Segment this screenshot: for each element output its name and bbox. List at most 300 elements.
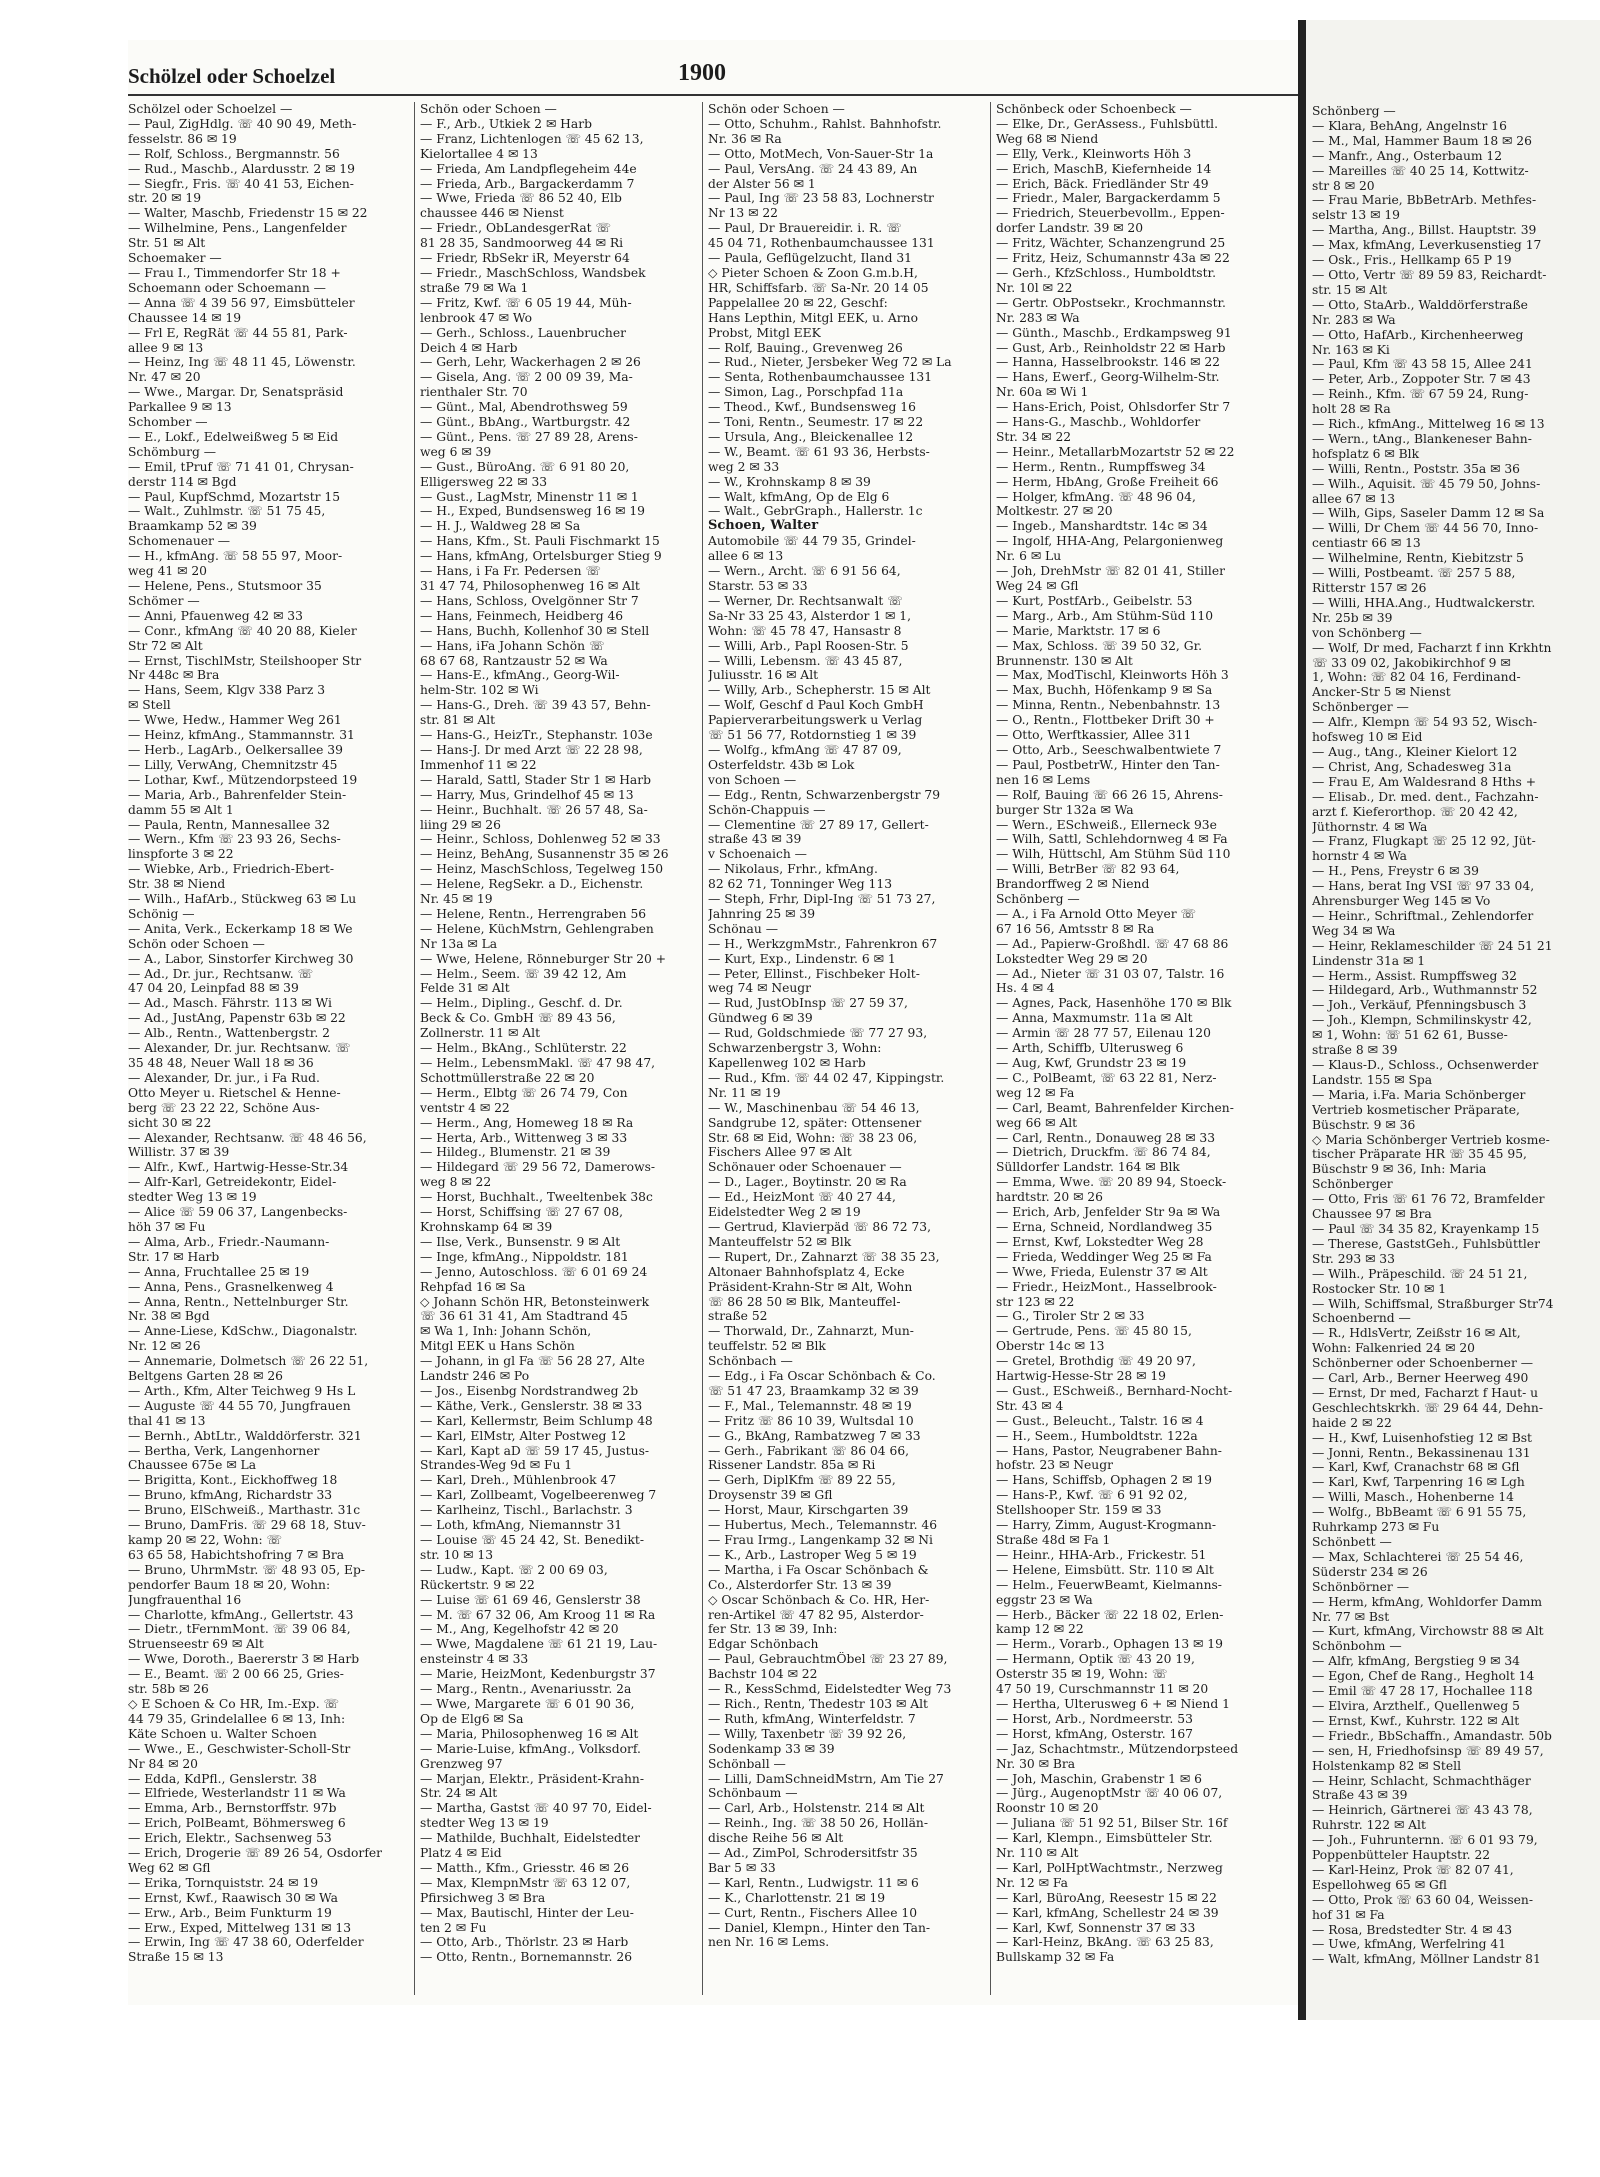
directory-entry-line: ◇ Oscar Schönbach & Co. HR, Her- — [708, 1592, 930, 1607]
directory-entry-line: — sen, H, Friedhofsinsp ☏ 89 49 57, — [1312, 1743, 1544, 1758]
directory-entry-line: — F., Mal., Telemannstr. 48 ✉ 19 — [708, 1398, 912, 1413]
directory-entry-line: — H., Kwf, Luisenhofstieg 12 ✉ Bst — [1312, 1430, 1532, 1445]
directory-entry-line: — Horst, Buchhalt., Tweeltenbek 38c — [420, 1190, 653, 1205]
directory-entry-line: Süderstr 234 ✉ 26 — [1312, 1564, 1428, 1579]
directory-entry-line: — Günt., BbAng., Wartburgstr. 42 — [420, 415, 631, 430]
directory-entry-line: — Hildegard, Arb., Wuthmannstr 52 — [1312, 983, 1538, 998]
directory-entry-line: — Marg., Rentn., Avenariusstr. 2a — [420, 1682, 632, 1697]
directory-entry-line: — Hermann, Optik ☏ 43 20 19, — [996, 1652, 1195, 1667]
directory-entry-line: allee 67 ✉ 13 — [1312, 491, 1396, 506]
directory-entry-line: — Franz, Flugkapt ☏ 25 12 92, Jüt- — [1312, 834, 1536, 849]
directory-entry-line: — Ernst, TischlMstr, Steilshooper Str — [128, 653, 362, 668]
directory-entry-line: Manteuffelstr 52 ✉ Blk — [708, 1234, 852, 1249]
directory-entry-line: — Joh., Verkäuf, Pfenningsbusch 3 — [1312, 998, 1527, 1013]
directory-entry-line: Starstr. 53 ✉ 33 — [708, 579, 808, 593]
directory-entry-line: — Inge, kfmAng., Nippoldstr. 181 — [420, 1249, 629, 1264]
directory-entry-line: — Otto, Prok ☏ 63 60 04, Weissen- — [1312, 1892, 1533, 1907]
directory-entry-line: Nr. 12 ✉ Fa — [996, 1875, 1068, 1890]
directory-entry-line: — Ad., Dr. jur., Rechtsanw. ☏ — [128, 966, 313, 981]
directory-entry-line: — Rud., Nieter, Jersbeker Weg 72 ✉ La — [708, 355, 952, 370]
directory-entry-line: — Paul ☏ 34 35 82, Krayenkamp 15 — [1312, 1221, 1540, 1236]
directory-entry-line: — Horst, Schiffsing ☏ 27 67 08, — [420, 1205, 624, 1220]
directory-entry-line: str 123 ✉ 22 — [996, 1294, 1075, 1309]
directory-entry-line: — Uwe, kfmAng, Werfelring 41 — [1312, 1937, 1507, 1952]
directory-entry-line: — Curt, Rentn., Fischers Allee 10 — [708, 1905, 918, 1920]
directory-entry-line: — Dietr., tFernmMont. ☏ 39 06 84, — [128, 1622, 351, 1637]
directory-entry-line: — Hans, Buchh, Kollenhof 30 ✉ Stell — [420, 623, 650, 638]
directory-entry-line: Schottmüllerstraße 22 ✉ 20 — [420, 1070, 595, 1085]
directory-entry-line: — Lilli, DamSchneidMstrn, Am Tie 27 — [708, 1771, 944, 1786]
directory-entry-line: Wohn: Falkenried 24 ✉ 20 — [1312, 1341, 1475, 1356]
directory-entry-line: hardtstr. 20 ✉ 26 — [996, 1190, 1103, 1205]
directory-entry-line: — Walt, kfmAng, Op de Elg 6 — [708, 489, 890, 504]
directory-entry-line: — Frau E, Am Waldesrand 8 Hths + — [1312, 774, 1537, 789]
directory-entry-line: fesselstr. 86 ✉ 19 — [128, 131, 237, 146]
directory-entry-line: — Helene, Rentn., Herrengraben 56 — [420, 906, 647, 921]
directory-entry-line: — Paul, Ing ☏ 23 58 83, Lochnerstr — [708, 191, 934, 206]
directory-entry-line: — Heinr., HHA-Arb., Frickestr. 51 — [996, 1547, 1207, 1562]
directory-entry-line: Gündweg 6 ✉ 39 — [708, 1011, 813, 1026]
directory-entry-line: — Rolf, Bauing., Grevenweg 26 — [708, 340, 903, 355]
directory-entry-line: — Karl, Kwf, Cranachstr 68 ✉ Gfl — [1312, 1460, 1520, 1475]
directory-entry-line: — Alfr, kfmAng, Bergstieg 9 ✉ 34 — [1312, 1654, 1520, 1669]
directory-entry-line: — Paul, ZigHdlg. ☏ 40 90 49, Meth- — [128, 116, 357, 131]
directory-entry-line: ☏ 51 47 23, Braamkamp 32 ✉ 39 — [708, 1383, 919, 1398]
directory-entry-line: Schönberg — — [1312, 104, 1396, 118]
directory-entry-line: Wohn: ☏ 45 78 47, Hansastr 8 — [708, 623, 902, 638]
directory-entry-line: str. 58b ✉ 26 — [128, 1682, 209, 1697]
directory-entry-line: Str. 17 ✉ Harb — [128, 1249, 220, 1264]
directory-entry-line: Ahrensburger Weg 145 ✉ Vo — [1312, 894, 1491, 909]
directory-entry-line: Braamkamp 52 ✉ 39 — [128, 519, 257, 534]
directory-entry-line: — Hubertus, Mech., Telemannstr. 46 — [708, 1518, 938, 1533]
directory-entry-line: — Heinr, Schlacht, Schmachthäger — [1312, 1773, 1531, 1788]
directory-entry-line: — Ernst, Dr med, Facharzt f Haut- u — [1312, 1385, 1539, 1400]
directory-entry-line: — Max, kfmAng, Leverkusenstieg 17 — [1312, 238, 1542, 253]
directory-entry-line: — Therese, GaststGeh., Fuhlsbüttler — [1312, 1236, 1540, 1251]
directory-entry-line: weg 8 ✉ 22 — [420, 1175, 492, 1190]
directory-entry-line: — Steph, Frhr, Dipl-Ing ☏ 51 73 27, — [708, 892, 936, 907]
directory-entry-line: — Marie, Marktstr. 17 ✉ 6 — [996, 623, 1161, 638]
directory-entry-line: — Hertha, Ulterusweg 6 + ✉ Niend 1 — [996, 1696, 1230, 1711]
directory-entry-line: — Marg., Arb., Am Stühm-Süd 110 — [996, 608, 1214, 623]
directory-entry-line: — Helm., BkAng., Schlüterstr. 22 — [420, 1041, 627, 1056]
directory-entry-line: — Gust., ESchweiß., Bernhard-Nocht- — [996, 1383, 1233, 1398]
directory-entry-line: Rostocker Str. 10 ✉ 1 — [1312, 1281, 1447, 1296]
directory-entry-line: Eidelstedter Weg 2 ✉ 19 — [708, 1205, 861, 1220]
directory-entry-line: — Werner, Dr. Rechtsanwalt ☏ — [708, 593, 903, 608]
directory-entry-line: Espellohweg 65 ✉ Gfl — [1312, 1877, 1448, 1892]
directory-entry-line: von Schoen — — [708, 772, 797, 787]
directory-entry-line: — Wilh, Sattl, Schlehdornweg 4 ✉ Fa — [996, 832, 1228, 847]
directory-entry-line: — Friedr., BbSchaffn., Amandastr. 50b — [1312, 1728, 1552, 1743]
directory-entry-line: ◇ E Schoen & Co HR, Im.-Exp. ☏ — [128, 1696, 339, 1711]
directory-entry-line: — Anne-Liese, KdSchw., Diagonalstr. — [128, 1324, 358, 1339]
directory-entry-line: haide 2 ✉ 22 — [1312, 1415, 1392, 1430]
directory-entry-line: — Rosa, Bredstedter Str. 4 ✉ 43 — [1312, 1922, 1513, 1937]
directory-entry-line: — Gertr. ObPostsekr., Krochmannstr. — [996, 295, 1226, 310]
directory-entry-line: dische Reihe 56 ✉ Alt — [708, 1831, 844, 1846]
directory-entry-line: — Manfr., Ang., Osterbaum 12 — [1312, 148, 1503, 163]
directory-entry-line: — Clementine ☏ 27 89 17, Gellert- — [708, 817, 929, 832]
directory-entry-line: — Rolf, Schloss., Bergmannstr. 56 — [128, 146, 340, 161]
directory-entry-line: Bullskamp 32 ✉ Fa — [996, 1950, 1115, 1965]
directory-entry-line: — Otto, Werftkassier, Allee 311 — [996, 728, 1192, 743]
directory-entry-line: — Gerh., Schloss., Lauenbrucher — [420, 325, 626, 340]
directory-entry-line: — Karl, Dreh., Mühlenbrook 47 — [420, 1473, 617, 1488]
directory-entry-line: — Reinh., Kfm. ☏ 67 59 24, Rung- — [1312, 387, 1529, 402]
directory-entry-line: — Elvira, Arzthelf., Quellenweg 5 — [1312, 1698, 1520, 1713]
directory-entry-line: ◇ Johann Schön HR, Betonsteinwerk — [420, 1294, 650, 1309]
directory-entry-line: Schönbett — — [1312, 1535, 1392, 1549]
directory-entry-line: Schönbeck oder Schoenbeck — — [996, 102, 1192, 116]
directory-entry-line: — Wwe., Margar. Dr, Senatspräsid — [128, 385, 344, 400]
directory-entry-line: Schönbohm — — [1312, 1639, 1402, 1654]
directory-entry-line: — Max, Schloss. ☏ 39 50 32, Gr. — [996, 638, 1203, 653]
directory-entry-line: Nr. 47 ✉ 20 — [128, 370, 201, 385]
directory-entry-line: — Otto, Fris ☏ 61 76 72, Bramfelder — [1312, 1192, 1545, 1207]
directory-entry-line: — Elke, Dr., GerAssess., Fuhlsbüttl. — [996, 116, 1219, 131]
directory-entry-line: — Walt., Zuhlmstr. ☏ 51 75 45, — [128, 504, 326, 519]
directory-entry-line: — Marie, HeizMont, Kedenburgstr 37 — [420, 1667, 656, 1682]
directory-entry-line: Schoemaker — — [128, 251, 222, 266]
directory-entry-line: Strandes-Weg 9d ✉ Fu 1 — [420, 1458, 573, 1473]
directory-entry-line: Rückertstr. 9 ✉ 22 — [420, 1577, 535, 1592]
directory-entry-line: — H. J., Waldweg 28 ✉ Sa — [420, 519, 581, 534]
directory-entry-line: — Wwe., E., Geschwister-Scholl-Str — [128, 1741, 351, 1756]
directory-entry-line: — Bertha, Verk, Langenhorner — [128, 1443, 320, 1458]
directory-entry-line: — Heinr., MetallarbMozartstr 52 ✉ 22 — [996, 444, 1235, 459]
directory-entry-line: — Emma, Arb., Bernstorffstr. 97b — [128, 1801, 337, 1816]
directory-entry-line: Str. 51 ✉ Alt — [128, 236, 206, 251]
directory-entry-line: arzt f. Kieferorthop. ☏ 20 42 42, — [1312, 804, 1518, 819]
directory-entry-line: — Alfr-Karl, Getreidekontr, Eidel- — [128, 1175, 337, 1190]
directory-entry-line: hofstr. 23 ✉ Neugr — [996, 1458, 1113, 1473]
directory-entry-line: — Ernst, Kwf., Kuhrstr. 122 ✉ Alt — [1312, 1713, 1520, 1728]
directory-entry-line: ☏ 86 28 50 ✉ Blk, Manteuffel- — [708, 1294, 901, 1309]
directory-entry-line: — Hildegard ☏ 29 56 72, Damerows- — [420, 1160, 656, 1175]
directory-entry-line: — Karl, Kapt aD ☏ 59 17 45, Justus- — [420, 1443, 650, 1458]
directory-entry-line: weg 2 ✉ 33 — [708, 459, 780, 474]
directory-entry-line: — Karl-Heinz, BkAng. ☏ 63 25 83, — [996, 1935, 1214, 1950]
directory-entry-line: Otto Meyer u. Rietschel & Henne- — [128, 1085, 341, 1100]
directory-entry-line: ☏ 51 56 77, Rotdornstieg 1 ✉ 39 — [708, 728, 917, 743]
directory-entry-line: — Erwin, Ing ☏ 47 38 60, Oderfelder — [128, 1935, 364, 1950]
directory-entry-line: — Otto, MotMech, Von-Sauer-Str 1a — [708, 146, 934, 161]
directory-entry-line: — Franz, Lichtenlogen ☏ 45 62 13, — [420, 131, 644, 146]
directory-entry-line: — Ursula, Ang., Bleickenallee 12 — [708, 429, 914, 444]
directory-entry-line: — Siegfr., Fris. ☏ 40 41 53, Eichen- — [128, 176, 354, 191]
directory-entry-line: — Heinr, Reklameschilder ☏ 24 51 21 — [1312, 938, 1553, 953]
directory-entry-line: Poppenbütteler Hauptstr. 22 — [1312, 1848, 1491, 1863]
directory-entry-line: Brunnenstr. 130 ✉ Alt — [996, 653, 1133, 668]
directory-entry-line: — Theod., Kwf., Bundsensweg 16 — [708, 400, 916, 415]
directory-entry-line: — E., Lokf., Edelweißweg 5 ✉ Eid — [128, 429, 339, 444]
directory-entry-line: — Helm., LebensmMakl. ☏ 47 98 47, — [420, 1056, 656, 1070]
directory-entry-line: Schomenauer — — [128, 534, 231, 549]
directory-entry-line: stedter Weg 13 ✉ 19 — [420, 1816, 549, 1831]
directory-entry-line: Nr. 77 ✉ Bst — [1312, 1609, 1390, 1624]
directory-entry-line: Papierverarbeitungswerk u Verlag — [708, 713, 923, 728]
directory-entry-line: — Willi, Lebensm. ☏ 43 45 87, — [708, 653, 903, 668]
directory-entry-line: von Schönberg — — [1312, 625, 1422, 640]
directory-entry-line: derstr 114 ✉ Bgd — [128, 474, 237, 489]
directory-entry-line: — Erich, Drogerie ☏ 89 26 54, Osdorfer — [128, 1846, 383, 1861]
directory-entry-line: — Ad., Masch. Fährstr. 113 ✉ Wi — [128, 996, 332, 1011]
directory-entry-line: Juliusstr. 16 ✉ Alt — [708, 668, 819, 683]
directory-entry-line: — Herm., Vorarb., Ophagen 13 ✉ 19 — [996, 1637, 1223, 1652]
directory-entry-line: — Bruno, ElSchweiß., Marthastr. 31c — [128, 1503, 361, 1518]
directory-entry-line: Sa-Nr 33 25 43, Alsterdor 1 ✉ 1, — [708, 608, 911, 623]
directory-entry-line: Felde 31 ✉ Alt — [420, 981, 510, 996]
directory-entry-line: — Willy, Arb., Schepherstr. 15 ✉ Alt — [708, 683, 931, 698]
directory-entry-line: — Osk., Fris., Hellkamp 65 P 19 — [1312, 253, 1512, 268]
directory-entry-line: Schönauer oder Schoenauer — — [708, 1160, 902, 1175]
directory-entry-line: 67 16 56, Amtsstr 8 ✉ Ra — [996, 921, 1155, 936]
directory-entry-line: — Gust., LagMstr, Minenstr 11 ✉ 1 — [420, 489, 639, 504]
directory-entry-line: — Helm., FeuerwBeamt, Kielmanns- — [996, 1577, 1222, 1592]
directory-entry-line: — Wwe, Margarete ☏ 6 01 90 36, — [420, 1696, 635, 1711]
directory-entry-line: — Hans, Kfm., St. Pauli Fischmarkt 15 — [420, 534, 660, 549]
directory-entry-line: — Wilhelmine, Pens., Langenfelder — [128, 221, 347, 236]
directory-entry-line: Lindenstr 31a ✉ 1 — [1312, 953, 1426, 968]
directory-entry-line: — H., kfmAng. ☏ 58 55 97, Moor- — [128, 549, 343, 564]
directory-entry-line: — Lilly, VerwAng, Chemnitzstr 45 — [128, 757, 338, 772]
directory-entry-line: — Charlotte, kfmAng., Gellertstr. 43 — [128, 1607, 354, 1622]
directory-entry-line: — Wilh, Hüttschl, Am Stühm Süd 110 — [996, 847, 1231, 862]
directory-entry-line: — Herm, HbAng, Große Freiheit 66 — [996, 474, 1219, 489]
directory-entry-line: — Lothar, Kwf., Mützendorpsteed 19 — [128, 772, 358, 787]
directory-entry-line: — Wilh, Gips, Saseler Damm 12 ✉ Sa — [1312, 506, 1545, 521]
directory-entry-line: — Max, Bautischl, Hinter der Leu- — [420, 1905, 634, 1920]
directory-entry-line: 47 04 20, Leinpfad 88 ✉ 39 — [128, 981, 299, 996]
directory-entry-line: Edgar Schönbach — [708, 1637, 819, 1652]
directory-entry-line: — O., Rentn., Flottbeker Drift 30 + — [996, 713, 1215, 728]
directory-entry-line: ✉ Wa 1, Inh: Johann Schön, — [420, 1324, 592, 1339]
directory-entry-line: Rehpfad 16 ✉ Sa — [420, 1279, 526, 1294]
columns — [128, 102, 1298, 2005]
directory-entry-line: — Ernst, Kwf, Lokstedter Weg 28 — [996, 1234, 1204, 1249]
directory-entry-line: Hans Lepthin, Mitgl EEK, u. Arno — [708, 310, 918, 325]
directory-entry-line: Landstr. 155 ✉ Spa — [1312, 1072, 1433, 1087]
directory-entry-line: — Erich, Elektr., Sachsenweg 53 — [128, 1831, 332, 1846]
directory-entry-line: Ruhrstr. 122 ✉ Alt — [1312, 1818, 1426, 1833]
directory-entry-line: — Ingeb., Manshardtstr. 14c ✉ 34 — [996, 519, 1208, 534]
directory-entry-line: — Ruth, kfmAng, Winterfeldstr. 7 — [708, 1711, 916, 1726]
directory-entry-line: Str. 68 ✉ Eid, Wohn: ☏ 38 23 06, — [708, 1130, 918, 1145]
directory-entry-line: lenbrook 47 ✉ Wo — [420, 310, 533, 325]
directory-entry-line: — Willi, Arb., Papl Roosen-Str. 5 — [708, 638, 909, 653]
directory-entry-line: Krohnskamp 64 ✉ 39 — [420, 1219, 553, 1234]
directory-entry-line: — Frieda, Weddinger Weg 25 ✉ Fa — [996, 1249, 1212, 1264]
directory-entry-line: — Käthe, Verk., Genslerstr. 38 ✉ 33 — [420, 1398, 643, 1413]
directory-entry-line: — Herm., Elbtg ☏ 26 74 79, Con — [420, 1085, 628, 1100]
directory-entry-line: — Ernst, Kwf., Raawisch 30 ✉ Wa — [128, 1890, 338, 1905]
directory-entry-line: — Max, Schlachterei ☏ 25 54 46, — [1312, 1549, 1524, 1564]
directory-entry-line: — Hans, Ewerf., Georg-Wilhelm-Str. — [996, 370, 1220, 385]
directory-entry-line: Pfirsichweg 3 ✉ Bra — [420, 1890, 546, 1905]
directory-entry-line: — Gust, Arb., Reinholdstr 22 ✉ Harb — [996, 340, 1226, 355]
directory-entry-line: Holstenkamp 82 ✉ Stell — [1312, 1758, 1462, 1773]
directory-entry-line: — Wolf, Geschf d Paul Koch GmbH — [708, 698, 924, 713]
directory-entry-line: Schönberger — [1312, 1177, 1393, 1192]
directory-entry-line: — Frau Irmg., Langenkamp 32 ✉ Ni — [708, 1533, 933, 1547]
directory-entry-line: — Karl, Rentn., Ludwigstr. 11 ✉ 6 — [708, 1875, 919, 1890]
column-1 — [128, 102, 410, 2005]
directory-entry-line: — M. ☏ 67 32 06, Am Kroog 11 ✉ Ra — [420, 1607, 656, 1622]
directory-entry-line: — Carl, Arb., Berner Heerweg 490 — [1312, 1371, 1529, 1386]
directory-entry-line: Weg 68 ✉ Niend — [996, 131, 1099, 146]
directory-entry-line: — Erich, Bäck. Friedländer Str 49 — [996, 176, 1209, 191]
directory-entry-line: Schoemann oder Schoemann — — [128, 280, 326, 295]
directory-entry-line: Osterstr 35 ✉ 19, Wohn: ☏ — [996, 1667, 1168, 1682]
directory-entry-line: weg 6 ✉ 39 — [420, 444, 492, 459]
directory-entry-line: — Agnes, Pack, Hasenhöhe 170 ✉ Blk — [996, 996, 1232, 1011]
directory-entry-line: — Karl, Klempn., Eimsbütteler Str. — [996, 1831, 1213, 1846]
directory-entry-line: — Frieda, Arb., Bargackerdamm 7 — [420, 176, 635, 191]
directory-entry-line: nen Nr. 16 ✉ Lems. — [708, 1935, 830, 1950]
directory-entry-line: — Aug., tAng., Kleiner Kielort 12 — [1312, 744, 1518, 759]
directory-entry-line: — Erw., Exped, Mittelweg 131 ✉ 13 — [128, 1920, 352, 1935]
directory-entry-line: teuffelstr. 52 ✉ Blk — [708, 1339, 826, 1354]
directory-entry-line: Nr. 10l ✉ 22 — [996, 280, 1073, 295]
directory-entry-line: — Wolf, Dr med, Facharzt f inn Krkhtn — [1312, 640, 1552, 655]
directory-entry-line: Schönig — — [128, 906, 195, 921]
directory-entry-line: — Wwe, Frieda ☏ 86 52 40, Elb — [420, 191, 622, 206]
directory-entry-line: — Jonni, Rentn., Bekassinenau 131 — [1312, 1445, 1531, 1460]
directory-entry-line: — Rud., Maschb., Alardusstr. 2 ✉ 19 — [128, 161, 355, 176]
directory-entry-line: — Wern., Archt. ☏ 6 91 56 64, — [708, 564, 901, 579]
directory-entry-line: — Frl E, RegRät ☏ 44 55 81, Park- — [128, 325, 348, 340]
page-number: 1900 — [678, 60, 726, 86]
directory-entry-line: — Ad., ZimPol, Schrodersitfstr 35 — [708, 1846, 918, 1861]
directory-entry-line: — Ludw., Kapt. ☏ 2 00 69 03, — [420, 1562, 608, 1577]
next-page-fragment — [1306, 20, 1600, 2020]
directory-entry-line: — Otto, Arb., Thörlstr. 23 ✉ Harb — [420, 1935, 629, 1950]
directory-entry-line: Str 72 ✉ Alt — [128, 638, 203, 653]
directory-entry-line: — Maria, Philosophenweg 16 ✉ Alt — [420, 1726, 639, 1741]
directory-entry-line: — Max, KlempnMstr ☏ 63 12 07, — [420, 1875, 631, 1890]
directory-entry-line: linspforte 3 ✉ 22 — [128, 847, 234, 862]
directory-entry-line: Sandgrube 12, später: Ottensener — [708, 1115, 922, 1130]
directory-entry-line: Schömburg — — [128, 444, 217, 459]
directory-entry-line: — Erich, PolBeamt, Böhmersweg 6 — [128, 1816, 346, 1831]
directory-entry-line: — Wern., Kfm ☏ 23 93 26, Sechs- — [128, 832, 341, 847]
directory-entry-line: — R., HdlsVertr, Zeißstr 16 ✉ Alt, — [1312, 1326, 1521, 1341]
directory-entry-line: — Fritz, Wächter, Schanzengrund 25 — [996, 236, 1226, 251]
directory-entry-line: — Thorwald, Dr., Zahnarzt, Mun- — [708, 1324, 914, 1339]
directory-entry-line: — Reinh., Ing. ☏ 38 50 26, Hollän- — [708, 1816, 928, 1831]
directory-entry-line: — Bernh., AbtLtr., Walddörferstr. 321 — [128, 1428, 362, 1443]
directory-entry-line: — Marjan, Elektr., Präsident-Krahn- — [420, 1771, 645, 1786]
directory-entry-line: — Juliana ☏ 51 92 51, Bilser Str. 16f — [996, 1816, 1228, 1831]
directory-entry-line: — Alexander, Dr. jur., i Fa Rud. — [128, 1070, 320, 1085]
directory-entry-line: — Heinrich, Gärtnerei ☏ 43 43 78, — [1312, 1803, 1533, 1818]
directory-entry-line: ensteinstr 4 ✉ 33 — [420, 1652, 529, 1667]
page-header — [128, 60, 1298, 94]
directory-entry-line: — K., Charlottenstr. 21 ✉ 19 — [708, 1890, 886, 1905]
directory-entry-line: Käte Schoen u. Walter Schoen — [128, 1726, 317, 1741]
directory-entry-line: — Harald, Sattl, Stader Str 1 ✉ Harb — [420, 772, 652, 787]
directory-entry-line: — Anni, Pfauenweg 42 ✉ 33 — [128, 608, 303, 623]
directory-entry-line: 81 28 35, Sandmoorweg 44 ✉ Ri — [420, 236, 624, 251]
directory-entry-line: — Joh., Klempn, Schmilinskystr 42, — [1312, 1013, 1532, 1028]
directory-entry-line: — Rolf, Bauing ☏ 66 26 15, Ahrens- — [996, 787, 1223, 802]
directory-entry-line: — Alexander, Rechtsanw. ☏ 48 46 56, — [128, 1130, 367, 1145]
directory-entry-line: helm-Str. 102 ✉ Wi — [420, 683, 539, 698]
directory-entry-line: Str. 293 ✉ 33 — [1312, 1251, 1395, 1266]
directory-entry-line: Automobile ☏ 44 79 35, Grindel- — [708, 534, 916, 549]
directory-entry-line: — Louise ☏ 45 24 42, St. Benedikt- — [420, 1533, 645, 1547]
directory-entry-line: — Loth, kfmAng, Niemannstr 31 — [420, 1518, 623, 1533]
directory-entry-line: Schönbaum — — [708, 1786, 798, 1801]
directory-entry-line: — Hans-G., Maschb., Wohldorfer — [996, 415, 1201, 430]
directory-entry-line: 1, Wohn: ☏ 82 04 16, Ferdinand- — [1312, 670, 1521, 685]
directory-entry-line: Op de Elg6 ✉ Sa — [420, 1711, 524, 1726]
directory-entry-line: Hs. 4 ✉ 4 — [996, 981, 1055, 996]
directory-entry-line: Schwarzenbergstr 3, Wohn: — [708, 1041, 882, 1056]
directory-entry-line: Nr 13a ✉ La — [420, 936, 498, 951]
directory-entry-line: — Gerh, DiplKfm ☏ 89 22 55, — [708, 1473, 896, 1488]
directory-entry-line: — Aug, Kwf, Grundstr 23 ✉ 19 — [996, 1056, 1187, 1070]
directory-entry-line: — Gerh., KfzSchloss., Humboldtstr. — [996, 265, 1216, 280]
directory-entry-line: — Herb., LagArb., Oelkersallee 39 — [128, 742, 343, 757]
directory-entry-line: Geschlechtskrkh. ☏ 29 64 44, Dehn- — [1312, 1400, 1543, 1415]
directory-entry-line: damm 55 ✉ Alt 1 — [128, 802, 234, 817]
directory-entry-line: Str. 38 ✉ Niend — [128, 877, 226, 892]
directory-entry-line: — Hans, Schiffsb, Ophagen 2 ✉ 19 — [996, 1473, 1212, 1488]
directory-entry-line: — Edg., i Fa Oscar Schönbach & Co. — [708, 1369, 936, 1384]
directory-entry-line: Nr. 60a ✉ Wi 1 — [996, 385, 1089, 400]
directory-entry-line: — Karl, Kellermstr, Beim Schlump 48 — [420, 1413, 653, 1428]
directory-entry-line: Nr. 30 ✉ Bra — [996, 1756, 1076, 1771]
directory-entry-line: Vertrieb kosmetischer Präparate, — [1312, 1102, 1520, 1117]
directory-entry-line: — Edg., Rentn, Schwarzenbergstr 79 — [708, 787, 941, 802]
directory-entry-line: — Wolfg., BbBeamt ☏ 6 91 55 75, — [1312, 1505, 1527, 1520]
directory-entry-line: — Gerh., Fabrikant ☏ 86 04 66, — [708, 1443, 910, 1458]
directory-entry-line: fer Str. 13 ✉ 39, Inh: — [708, 1622, 838, 1637]
directory-entry-line: — Frieda, Am Landpflegeheim 44e — [420, 161, 637, 176]
directory-entry-line: — Friedrich, Steuerbevollm., Eppen- — [996, 206, 1225, 221]
directory-entry-line: Jahnring 25 ✉ 39 — [708, 906, 816, 921]
directory-entry-line: — Friedr, RbSekr iR, Meyerstr 64 — [420, 251, 630, 266]
directory-entry-line: — Bruno, kfmAng, Richardstr 33 — [128, 1488, 333, 1503]
directory-entry-line: Sodenkamp 33 ✉ 39 — [708, 1741, 835, 1756]
directory-entry-line: Mitgl EEK u Hans Schön — [420, 1339, 575, 1354]
directory-entry-line: — Rupert, Dr., Zahnarzt ☏ 38 35 23, — [708, 1249, 940, 1264]
directory-entry-line: ren-Artikel ☏ 47 82 95, Alsterdor- — [708, 1607, 924, 1622]
directory-entry-line: straße 52 — [708, 1309, 768, 1324]
directory-entry-line: Schön oder Schoen — — [708, 102, 845, 116]
directory-entry-line: — Günt., Pens. ☏ 27 89 28, Arens- — [420, 429, 638, 444]
directory-entry-line: — Frau I., Timmendorfer Str 18 + — [128, 265, 341, 280]
directory-entry-line: — F., Arb., Utkiek 2 ✉ Harb — [420, 116, 592, 131]
directory-entry-line: — G., BkAng, Rambatzweg 7 ✉ 33 — [708, 1428, 921, 1443]
directory-entry-line: — Gust., BüroAng. ☏ 6 91 80 20, — [420, 459, 630, 474]
directory-entry-line: — Mareilles ☏ 40 25 14, Kottwitz- — [1312, 163, 1529, 178]
directory-entry-line: — Ilse, Verk., Bunsenstr. 9 ✉ Alt — [420, 1234, 621, 1249]
directory-entry-line: weg 66 ✉ Alt — [996, 1115, 1078, 1130]
directory-entry-line: — Walter, Maschb, Friedenstr 15 ✉ 22 — [128, 206, 368, 221]
directory-entry-line: — Hans, i Fa Fr. Pedersen ☏ — [420, 564, 601, 579]
directory-entry-line: kamp 12 ✉ 22 — [996, 1622, 1084, 1637]
directory-entry-line: — Klara, BehAng, Angelnstr 16 — [1312, 118, 1507, 133]
directory-entry-line: — Erich, MaschB, Kiefernheide 14 — [996, 161, 1212, 176]
directory-entry-line: — Horst, kfmAng, Osterstr. 167 — [996, 1726, 1193, 1741]
directory-entry-line: — Gerh, Lehr, Wackerhagen 2 ✉ 26 — [420, 355, 641, 370]
directory-entry-line: — Gretel, Brothdig ☏ 49 20 97, — [996, 1354, 1196, 1369]
directory-entry-line: nen 16 ✉ Lems — [996, 772, 1091, 787]
